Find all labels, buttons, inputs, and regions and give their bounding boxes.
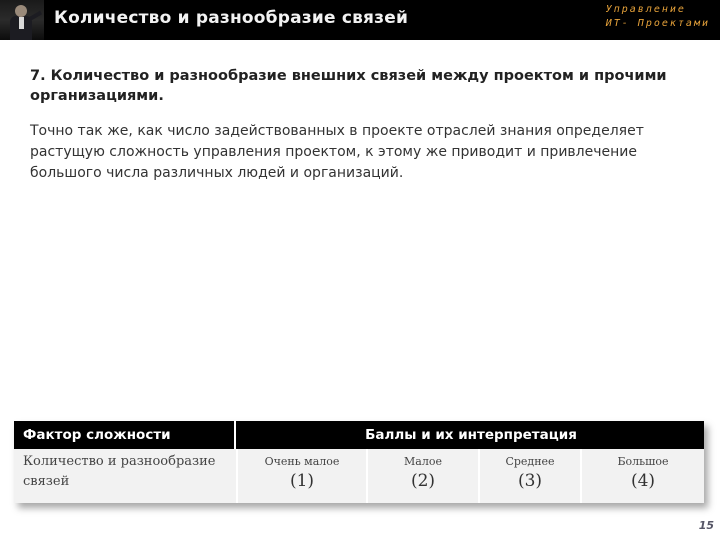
brand-text (606, 3, 710, 31)
table-row (14, 449, 704, 503)
score-label: Малое (404, 455, 442, 468)
score-value: (1) (289, 471, 315, 491)
score-value: (2) (410, 471, 436, 491)
header-title: Количество и разнообразие связей (54, 8, 409, 28)
header-cell-factor (14, 421, 236, 449)
presenter-logo-icon (0, 0, 44, 40)
brand-line-2: ИТ- Проектами (605, 18, 710, 29)
score-cell-2 (368, 449, 480, 503)
score-value: (4) (630, 471, 656, 491)
factor-cell: Количество и разнообразие связей (14, 449, 238, 503)
header-scores-label: Баллы и их интерпретация (365, 427, 577, 443)
header-cell-scores (238, 421, 704, 449)
body-paragraph: Точно так же, как число задействованных в проекте отраслей знания определяет растущую сложность управления проектом, к этому же приводит и привлечение большого числа различных людей и организаций. (30, 123, 644, 181)
table-header (14, 421, 704, 449)
score-value: (3) (517, 471, 543, 491)
brand-line-1: Управление (605, 4, 686, 15)
score-cell-3 (480, 449, 582, 503)
page-number: 15 (698, 519, 714, 532)
score-cell-1 (238, 449, 368, 503)
score-cell-4 (582, 449, 704, 503)
score-label: Большое (617, 455, 669, 468)
slide-header (0, 0, 720, 40)
score-label: Очень малое (264, 455, 340, 468)
section-heading: 7. Количество и разнообразие внешних связей между проектом и прочими организациями. (30, 68, 667, 104)
complexity-table (14, 421, 704, 503)
score-label: Среднее (505, 455, 555, 468)
header-factor-label: Фактор сложности (23, 427, 171, 443)
